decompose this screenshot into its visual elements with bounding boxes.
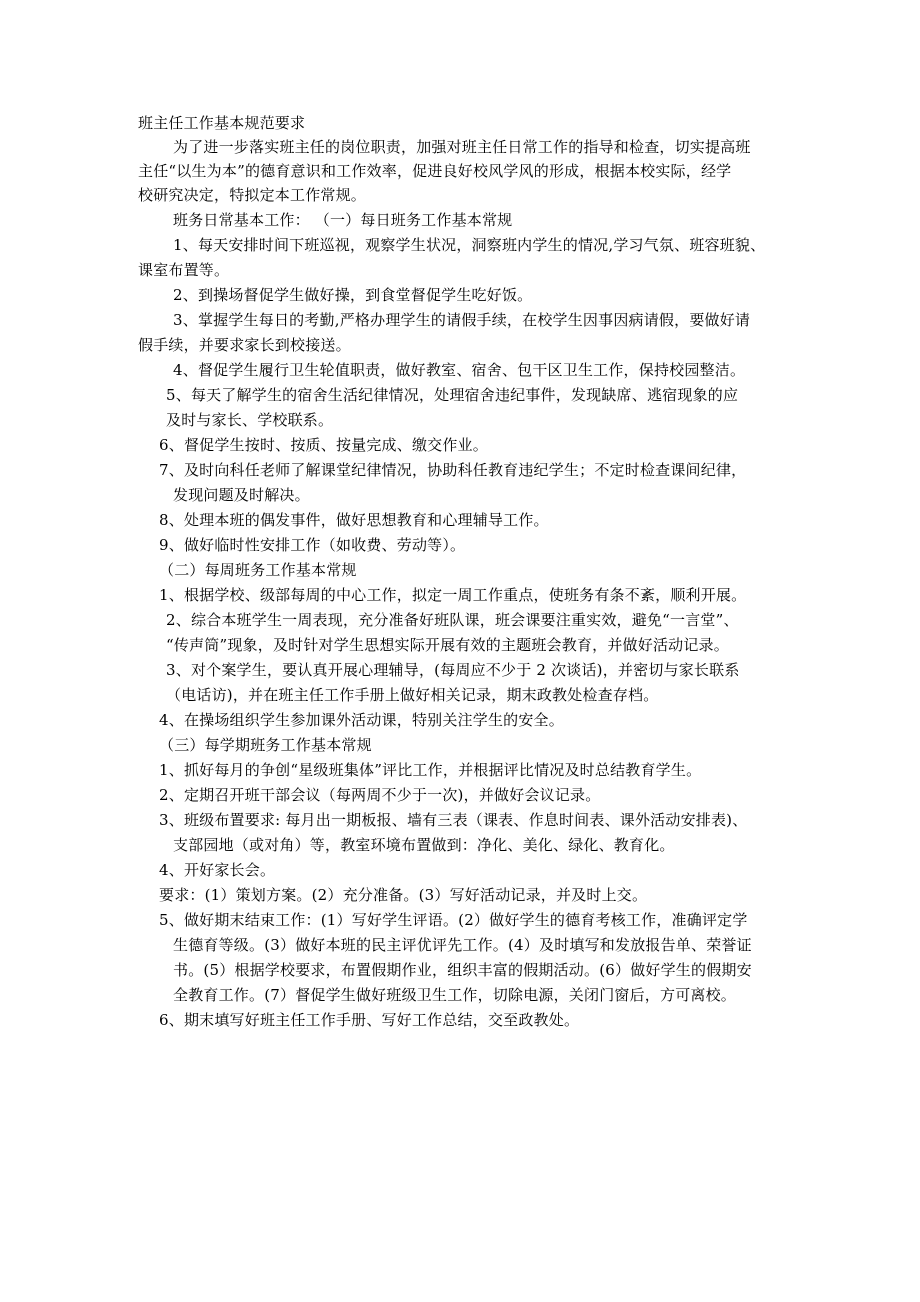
weekly-header: （二）每周班务工作基本常规 xyxy=(159,561,357,579)
weekly-item: 2、综合本班学生一周表现，充分准备好班队课，班会课要注重实效，避免“一言堂”、 xyxy=(166,611,739,629)
term-item: 生德育等级。(3）做好本班的民主评优评先工作。(4）及时填写和发放报告单、荣誉证 xyxy=(173,936,752,954)
term-item: 3、班级布置要求: 每月出一期板报、墙有三表（课表、作息时间表、课外活动安排表)、 xyxy=(159,811,748,829)
intro-line: 校研究决定，特拟定本工作常规。 xyxy=(138,186,367,204)
section-header: 班务日常基本工作： （一）每日班务工作基本常规 xyxy=(173,211,513,229)
daily-item: 3、掌握学生每日的考勤,严格办理学生的请假手续，在校学生因事因病请假，要做好请 xyxy=(173,311,751,329)
daily-item: 8、处理本班的偶发事件，做好思想教育和心理辅导工作。 xyxy=(159,511,549,529)
weekly-item: 1、根据学校、级部每周的中心工作，拟定一周工作重点，使班务有条不紊，顺利开展。 xyxy=(159,586,747,604)
intro-line: 主任“以生为本”的德育意识和工作效率，促进良好校风学风的形成，根据本校实际，经学 xyxy=(138,162,732,180)
weekly-item: 4、在操场组织学生参加课外活动课，特别关注学生的安全。 xyxy=(159,711,564,729)
daily-item: 2、到操场督促学生做好操，到食堂督促学生吃好饭。 xyxy=(173,286,533,304)
daily-item: 4、督促学生履行卫生轮值职责，做好教室、宿舍、包干区卫生工作，保持校园整洁。 xyxy=(173,361,746,379)
daily-item: 及时与家长、学校联系。 xyxy=(166,411,334,429)
term-item: 5、做好期末结束工作：(1）写好学生评语。(2）做好学生的德育考核工作，准确评定学 xyxy=(159,911,748,929)
term-item: 6、期末填写好班主任工作手册、写好工作总结，交至政教处。 xyxy=(159,1011,580,1029)
daily-item: 7、及时向科任老师了解课堂纪律情况，协助科任教育违纪学生；不定时检查课间纪律， xyxy=(159,461,747,479)
daily-item: 9、做好临时性安排工作（如收费、劳动等）。 xyxy=(159,536,466,554)
weekly-item: 3、对个案学生，要认真开展心理辅导，(每周应不少于 2 次谈话)，并密切与家长联系 xyxy=(166,661,740,679)
term-item: 要求：(1）策划方案。(2）充分准备。(3）写好活动记录，并及时上交。 xyxy=(159,886,648,904)
daily-item: 假手续，并要求家长到校接送。 xyxy=(138,336,351,354)
term-item: 4、开好家长会。 xyxy=(159,861,276,879)
intro-line: 为了进一步落实班主任的岗位职责，加强对班主任日常工作的指导和检查，切实提高班 xyxy=(173,138,751,156)
term-item: 书。(5）根据学校要求，布置假期作业，组织丰富的假期活动。(6）做好学生的假期安 xyxy=(173,961,752,979)
daily-item: 发现问题及时解决。 xyxy=(173,486,310,504)
daily-item: 1、每天安排时间下班巡视，观察学生状况，洞察班内学生的情况,学习气氛、班容班貌、 xyxy=(173,236,766,254)
document-title: 班主任工作基本规范要求 xyxy=(138,114,306,132)
term-item: 支部园地（或对角）等，教室环境布置做到：净化、美化、绿化、教育化。 xyxy=(173,836,675,854)
daily-item: 6、督促学生按时、按质、按量完成、缴交作业。 xyxy=(159,436,488,454)
term-item: 2、定期召开班干部会议（每两周不少于一次)，并做好会议记录。 xyxy=(159,786,601,804)
term-item: 1、抓好每月的争创“星级班集体”评比工作，并根据评比情况及时总结教育学生。 xyxy=(159,761,702,779)
daily-item: 5、每天了解学生的宿舍生活纪律情况，处理宿舍违纪事件，发现缺席、逃宿现象的应 xyxy=(166,386,739,404)
weekly-item: “传声筒”现象，及时针对学生思想实际开展有效的主题班会教育，并做好活动记录。 xyxy=(166,636,729,654)
daily-item: 课室布置等。 xyxy=(138,261,230,279)
term-header: （三）每学期班务工作基本常规 xyxy=(159,736,372,754)
term-item: 全教育工作。(7）督促学生做好班级卫生工作，切除电源，关闭门窗后，方可离校。 xyxy=(173,986,736,1004)
weekly-item: （电话访)，并在班主任工作手册上做好相关记录，期末政教处检查存档。 xyxy=(166,686,659,704)
